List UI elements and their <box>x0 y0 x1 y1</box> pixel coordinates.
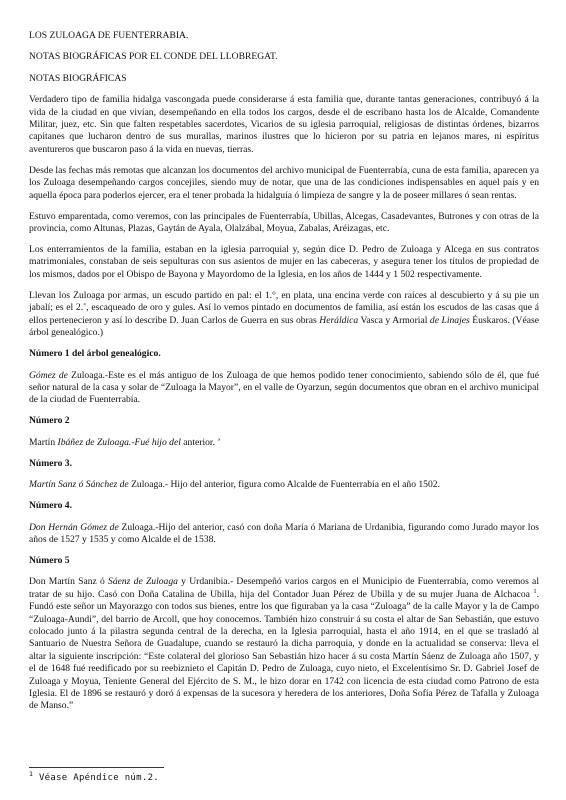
section-title: NOTAS BIOGRÁFICAS <box>29 72 127 84</box>
entry-number-1: Gómez de Zuloaga.-Este es el más antiguo de los Zuloaga de que hemos podido tener conocimiento, sabiendo sólo de él, que fué señor natural de la casa y solar de “Zuloaga la Mayor”, en el valle de Oyarzun, según documentos que obran en el archivo municipal de la ciudad de Fuenterrabía. <box>29 369 539 406</box>
footnote-mark: 1 <box>29 770 34 778</box>
heading-number-2: Número 2 <box>29 415 70 427</box>
heading-number-4: Número 4. <box>29 500 72 512</box>
paragraph-kinship: Estuvo emparentada, como veremos, con las principales de Fuenterrabía, Ubillas, Alcegas, Casadevantes, Butrones y con otras de la provincia, como Altunas, Plazas, Gaytán de Ayala, Olalzábal, Moyua, Zabalas, Aréizagas, etc. <box>29 210 539 235</box>
paragraph-intro: Verdadero tipo de familia hidalga vascongada puede considerarse á esta familia que, durante tantas generaciones, contribuyó á la vida de la ciudad en que vivían, desempeñando en ella todos los cargos, desde el de escribano hasta los de Alcalde, Comandente Militar, juez, etc. Sin que falten respetables sacerdotes, Vicarios de su iglesia parroquial, religiosas de distintas órdenes, bizarros capitanes que lucharon dentro de sus murallas, marinos ilustres que lo hicieron por su patria en lejanos mares, ni espíritus aventureros que buscaron paso á la vida en nuevas, tierras. <box>29 94 539 155</box>
entry-number-3: Martín Sanz ó Sánchez de Zuloaga.- Hijo del anterior, figura como Alcalde de Fuenterrabía en el año 1502. <box>29 479 440 491</box>
paragraph-origins: Desde las fechas más remotas que alcanzan los documentos del archivo municipal de Fuenterrabía, cuna de esta familia, aparecen ya los Zuloaga desempeñando cargos concejiles, siendo muy de notar, que una de las condiciones indispensables en aquel país y en aquella época para poderlos ejercer, era el tener probada la hidalguía ó limpieza de sangre y la de poseer millares ó sean rentas. <box>29 164 539 201</box>
footnote-reference[interactable]: 1 <box>533 587 537 595</box>
document-subtitle: NOTAS BIOGRÁFICAS POR EL CONDE DEL LLOBREGAT. <box>29 51 278 63</box>
book-title-linajes: de Linajes <box>429 314 470 326</box>
footnote-text: Véase Apéndice núm.2. <box>38 773 160 783</box>
heading-number-5: Número 5 <box>29 554 70 566</box>
book-title-heraldica: Heráldica <box>319 314 359 326</box>
footnote-divider <box>29 767 164 768</box>
heading-number-1: Número 1 del árbol genealógico. <box>29 348 161 360</box>
document-title: LOS ZULOAGA DE FUENTERRABIA. <box>29 30 189 41</box>
entry-number-5: Don Martín Sanz ó Sáenz de Zuloaga y Urdanibia.- Desempeñó varios cargos en el Municipio de Fuenterrabía, como veremos al tratar de su hijo. Casó con Doña Catalina de Ubilla, hija del Contador Juan Pérez de Ubilla y de su mujer Juana de Alchacoa $^1$. Fundó este señor un Mayorazgo con todos sus bienes, entre los que figuraban ya la casa “Zuloaga” de la calle Mayor y la de Campo “Zuloaga-Aundi”, del barrio de Arcoll, que hoy conocemos. También hizo construir á su costa el altar de San Sebastián, que estuvo colocado junto á la pilastra segunda central de la derecha, en la Iglesia parroquial, hasta el año 1914, en el que se trasladó al Santuario de Nuestra Señora de Guadalupe, cuando se restauró la dicha parroquia, y donde en la actualidad se conserva: lleva el altar la siguiente inscripción: “Este colateral del glorioso San Sebastián hizo hacer á su costa Martín Sáenz de Zuloaga año 1507, y el de 1648 fué reedificado por su reebiznieto el Capitán D. Pedro de Zuloaga, cuyo nieto, el Excelentísimo Sr. D. Gabriel Josef de Zuloaga y Moyua, Teniente General del Ejército de S. M., le hizo dorar en 1742 con licencia de esta ciudad como Patrono de esta Iglesia. El de 1896 se restauró y doró á expensas de la sucesora y heredera de los anteriores, Doña Sofía Pérez de Tafalla y Zuloaga de Manso.” <box>29 576 539 712</box>
paragraph-arms: Llevan los Zuloaga por armas, un escudo partido en pal: el 1.°, en plata, una encina verde con raíces al descubierto y á su pie un jabalí; es el 2.˚, escaqueado de oro y gules. Así lo vemos pintado en documentos de familia, así están los escudos de las casas que á ellos pertenecieron y así lo describe D. Juan Carlos de Guerra en sus obras Heráldica Vasca y Armorial de Linajes Éuskaros. (Véase árbol genealógico.) <box>29 289 539 339</box>
paragraph-burials: Los enterramientos de la familia, estaban en la iglesia parroquial y, según dice D. Pedro de Zuloaga y Alcega en sus contratos matrimoniales, constaban de seis sepulturas con sus asientos de mujer en las cabeceras, y asegura tener los títulos de propiedad de los mismos, dados por el Obispo de Bayona y Mayordomo de la Iglesia, en los años de 1444 y 1 502 respectivamente. <box>29 244 539 280</box>
footnote <box>29 772 159 784</box>
entry-number-4: Don Hernán Gómez de Zuloaga.-Hijo del anterior, casó con doña María ó Mariana de Urdanibia, figurando como Jurado mayor los años de 1527 y 1535 y como Alcalde el de 1538. <box>29 521 539 545</box>
heading-number-3: Número 3. <box>29 457 72 469</box>
document-body <box>29 30 539 721</box>
entry-number-2: Martín Ibáñez de Zuloaga.-Fué hijo del anterior. ’ <box>29 436 221 448</box>
